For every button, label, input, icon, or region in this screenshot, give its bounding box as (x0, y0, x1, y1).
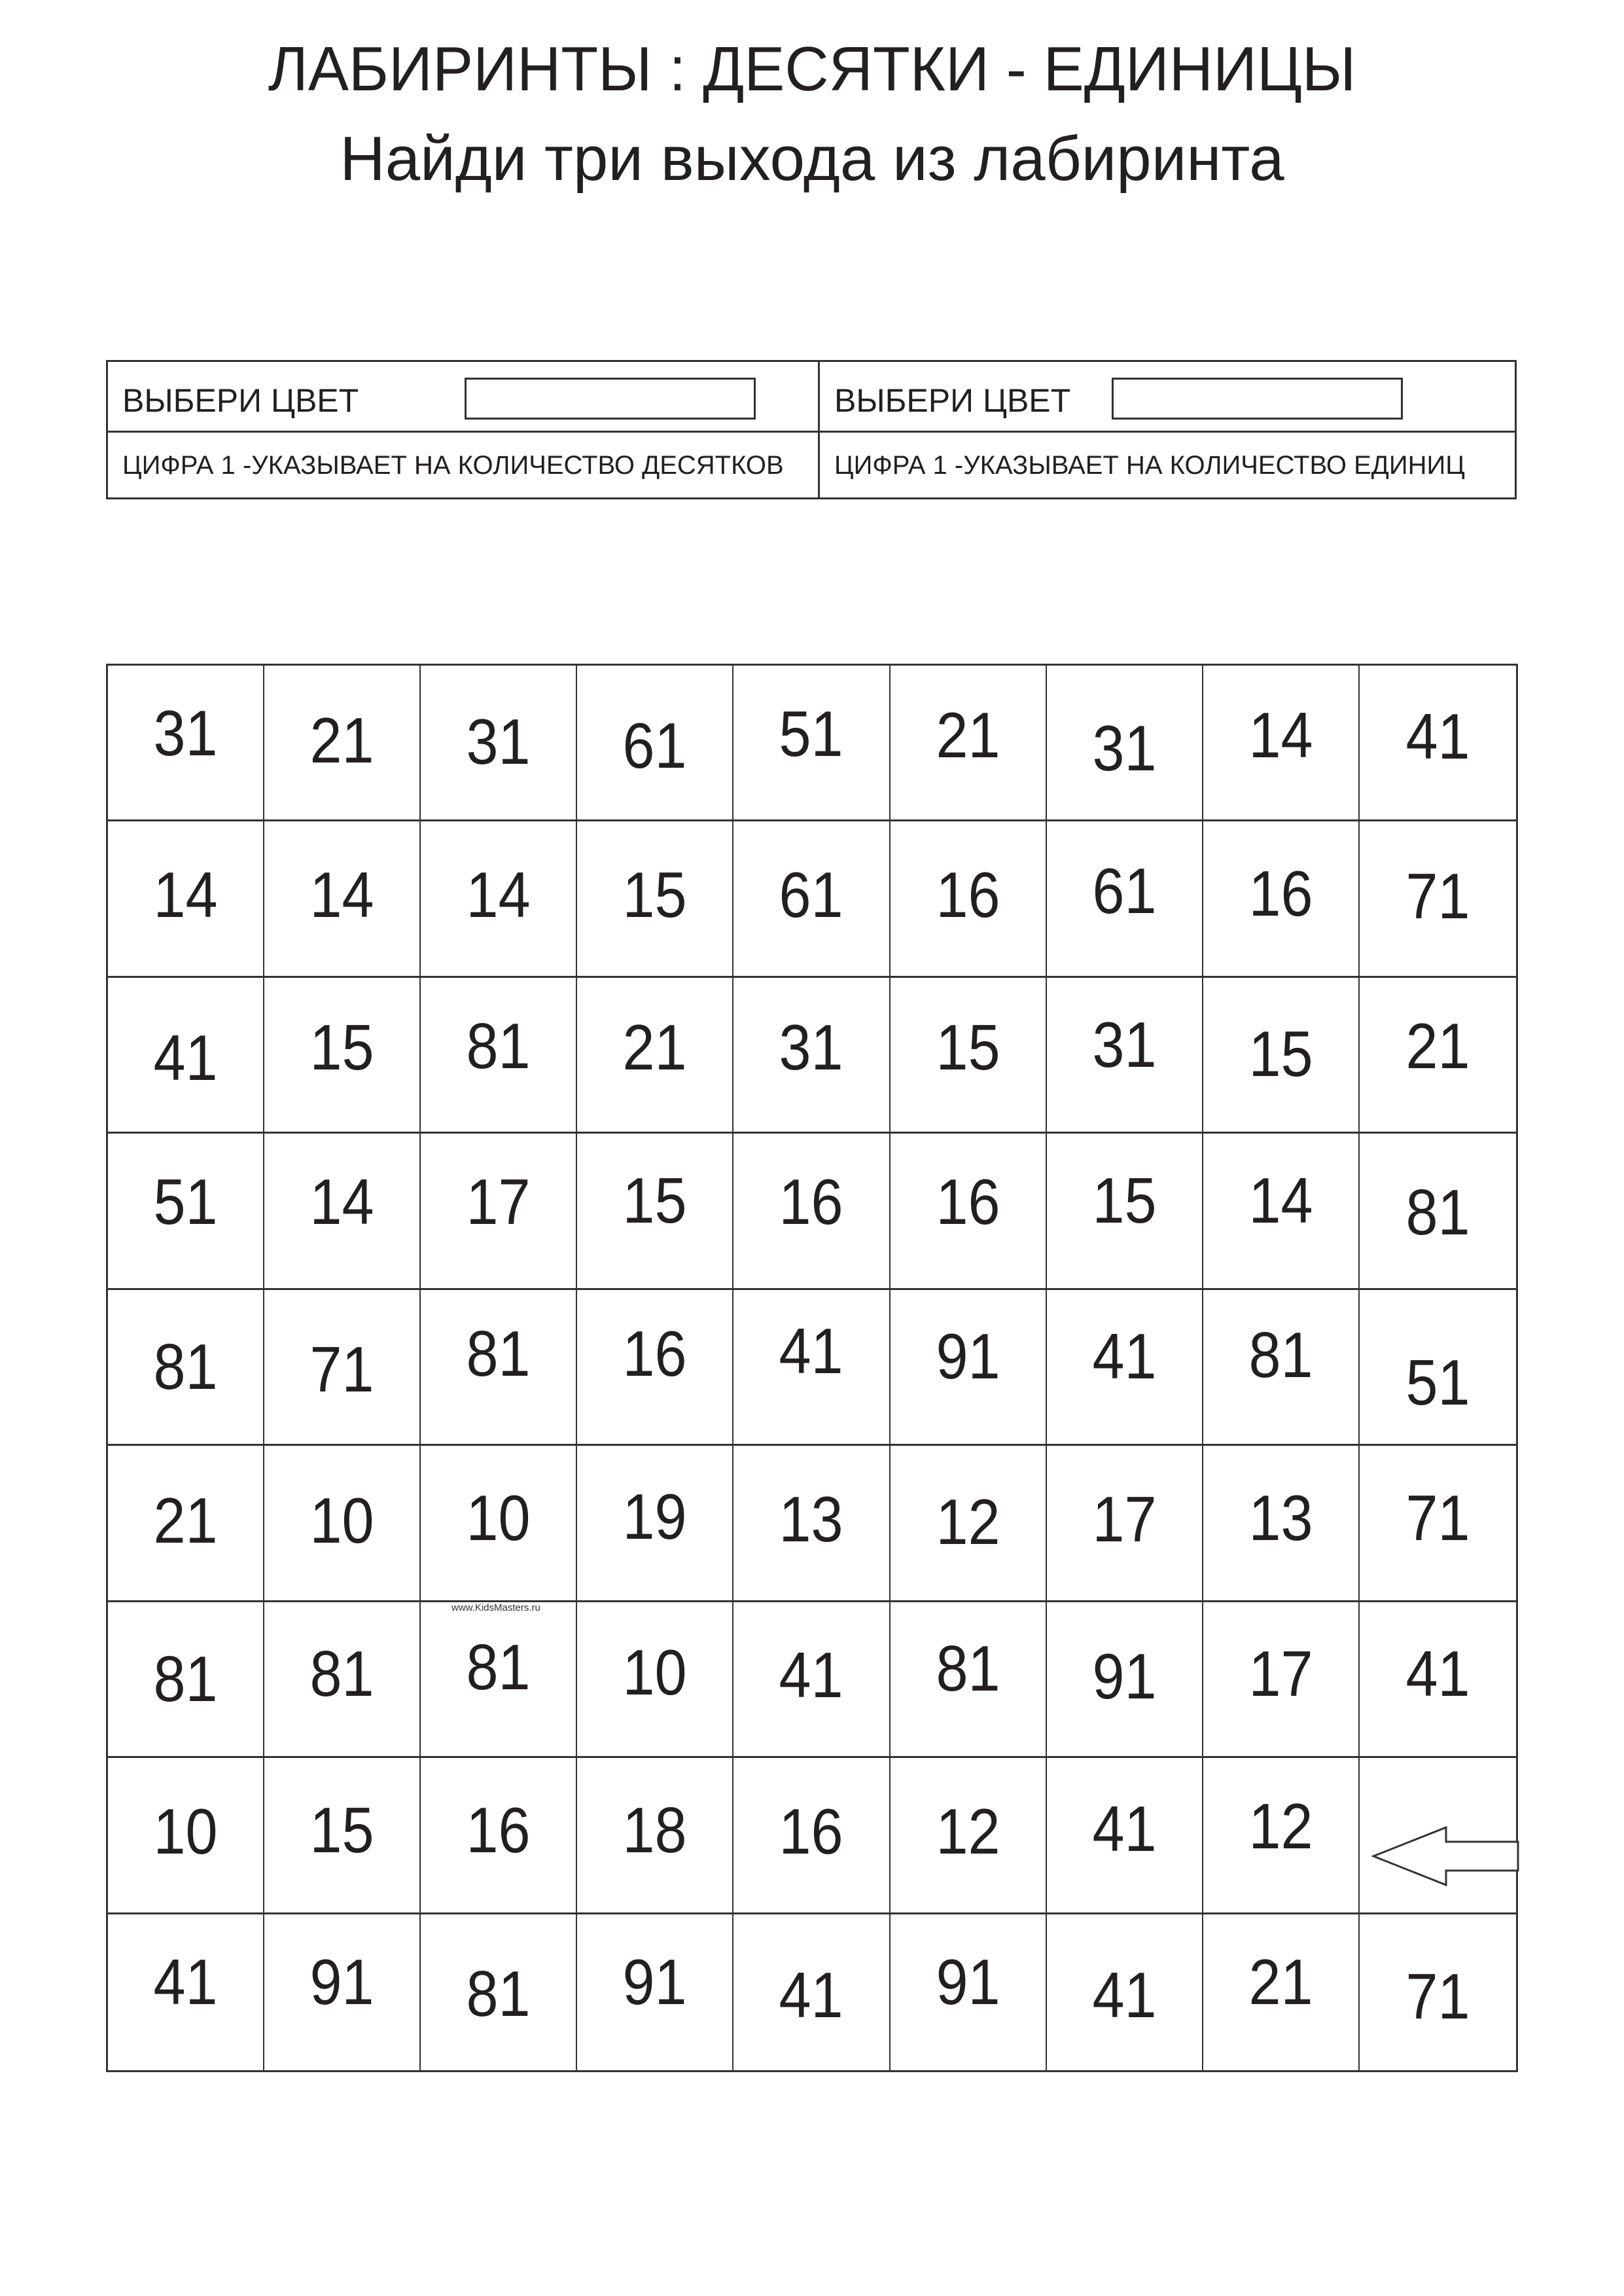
maze-cell-number: 13 (779, 1482, 844, 1555)
maze-cell[interactable] (891, 1290, 1047, 1446)
maze-cell[interactable] (421, 1914, 577, 2070)
maze-cell[interactable] (1360, 666, 1516, 821)
maze-cell[interactable] (733, 666, 890, 821)
maze-cell[interactable] (577, 1134, 733, 1289)
maze-cell[interactable] (891, 1914, 1047, 2070)
maze-cell-number: 51 (1405, 1346, 1470, 1419)
maze-cell-number: 81 (466, 1009, 531, 1082)
maze-cell[interactable] (1360, 1602, 1516, 1758)
maze-cell[interactable] (577, 1758, 733, 1914)
maze-cell-number: 13 (1248, 1481, 1313, 1554)
maze-cell[interactable] (264, 821, 421, 977)
maze-cell[interactable] (264, 1758, 421, 1914)
maze-cell-number: 16 (466, 1793, 531, 1866)
maze-cell[interactable] (577, 1602, 733, 1758)
maze-cell-number: 14 (1248, 1164, 1313, 1237)
choose-color-cell-units (818, 362, 1515, 431)
maze-cell-number: 91 (936, 1320, 1000, 1393)
maze-cell-number: 41 (1405, 1638, 1470, 1710)
maze-cell-number: 12 (936, 1795, 1000, 1867)
maze-cell-number: 10 (153, 1795, 218, 1867)
maze-cell-number: 41 (153, 1945, 218, 2018)
maze-cell-number: 61 (779, 859, 844, 931)
maze-cell-number: 21 (309, 704, 374, 776)
maze-cell-number: 15 (936, 1011, 1000, 1083)
maze-cell-number: 61 (1092, 855, 1157, 927)
maze-cell[interactable] (733, 1134, 890, 1289)
maze-cell[interactable] (1203, 1602, 1360, 1758)
maze-cell-number: 81 (309, 1638, 374, 1710)
maze-cell[interactable] (1360, 1446, 1516, 1602)
maze-cell[interactable] (108, 1914, 264, 2070)
maze-cell[interactable] (264, 978, 421, 1134)
hint-tens: ЦИФРА 1 -УКАЗЫВАЕТ НА КОЛИЧЕСТВО ДЕСЯТКОВ (122, 451, 784, 480)
maze-cell[interactable] (577, 978, 733, 1134)
maze-cell[interactable] (733, 821, 890, 977)
maze-cell-number: 81 (153, 1331, 218, 1403)
maze-cell-number: 41 (779, 1958, 844, 2031)
maze-cell-number: 81 (1405, 1176, 1470, 1249)
maze-cell-number: 41 (153, 1021, 218, 1094)
maze-cell-number: 51 (153, 1166, 218, 1238)
maze-cell-number: 10 (309, 1484, 374, 1556)
maze-cell-number: 15 (622, 1164, 687, 1237)
maze-cell-number: 14 (309, 859, 374, 931)
maze-cell-number: 41 (779, 1639, 844, 1712)
maze-cell-number: 71 (1405, 1481, 1470, 1554)
maze-cell-number: 10 (466, 1481, 531, 1554)
maze-cell[interactable] (1047, 1134, 1203, 1289)
maze-cell-number: 16 (779, 1795, 844, 1867)
maze-cell-number: 15 (1092, 1164, 1157, 1237)
maze-cell[interactable] (1203, 821, 1360, 977)
maze-cell[interactable] (891, 821, 1047, 977)
maze-cell-number: 16 (1248, 857, 1313, 930)
maze-cell-number: 31 (779, 1011, 844, 1083)
maze-cell-number: 41 (1405, 700, 1470, 772)
maze-cell[interactable] (421, 978, 577, 1134)
maze-cell-number: 15 (1248, 1017, 1313, 1090)
maze-cell[interactable] (108, 978, 264, 1134)
maze-cell[interactable] (108, 1602, 264, 1758)
maze-cell[interactable] (421, 821, 577, 977)
maze-cell[interactable] (264, 1134, 421, 1289)
maze-cell[interactable] (108, 1134, 264, 1289)
maze-cell-number: 91 (936, 1945, 1000, 2018)
maze-cell[interactable] (1047, 666, 1203, 821)
maze-cell-number: 18 (622, 1793, 687, 1866)
maze-cell-number: 21 (153, 1484, 218, 1556)
maze-cell-number: 71 (1405, 860, 1470, 933)
maze-cell-number: 81 (1248, 1319, 1313, 1391)
maze-cell-number: 19 (622, 1480, 687, 1552)
maze-cell[interactable] (264, 1914, 421, 2070)
maze-cell[interactable] (1203, 1914, 1360, 2070)
maze-cell[interactable] (1047, 821, 1203, 977)
maze-cell-number: 16 (779, 1166, 844, 1238)
maze-cell[interactable] (1203, 1290, 1360, 1446)
color-swatch-box-units[interactable] (1112, 378, 1403, 420)
maze-cell-number: 15 (309, 1011, 374, 1083)
maze-cell[interactable] (108, 821, 264, 977)
hint-cell-tens (108, 431, 818, 497)
maze-cell[interactable] (733, 1758, 890, 1914)
maze-cell-number: 81 (936, 1632, 1000, 1705)
maze-cell-number: 31 (1092, 711, 1157, 784)
maze-cell-number: 17 (1248, 1638, 1313, 1710)
maze-cell[interactable] (577, 1914, 733, 2070)
maze-cell-number: 21 (622, 1011, 687, 1083)
color-swatch-box-tens[interactable] (465, 378, 756, 420)
maze-cell-number: 91 (1092, 1640, 1157, 1713)
maze-cell[interactable] (577, 821, 733, 977)
maze-cell-number: 21 (1405, 1009, 1470, 1082)
maze-cell[interactable] (421, 1446, 577, 1602)
maze-cell-number: 41 (1092, 1792, 1157, 1865)
page-subtitle: Найди три выхода из лабиринта (340, 124, 1284, 194)
maze-cell[interactable] (264, 1602, 421, 1758)
maze-cell-number: 71 (309, 1333, 374, 1406)
maze-grid (106, 664, 1518, 2072)
maze-cell[interactable] (1047, 1602, 1203, 1758)
maze-cell[interactable] (891, 1602, 1047, 1758)
maze-cell[interactable] (1203, 978, 1360, 1134)
maze-cell-number: 16 (936, 859, 1000, 931)
maze-cell[interactable] (1047, 1914, 1203, 2070)
maze-cell-number: 14 (1248, 698, 1313, 771)
maze-cell[interactable] (421, 1290, 577, 1446)
maze-cell[interactable] (891, 978, 1047, 1134)
choose-color-cell-tens (108, 362, 818, 431)
maze-cell-number: 17 (466, 1166, 531, 1238)
maze-cell-number: 81 (466, 1631, 531, 1704)
maze-cell-number: 41 (1092, 1958, 1157, 2031)
maze-cell-number: 14 (153, 859, 218, 931)
maze-cell[interactable] (1203, 1758, 1360, 1914)
maze-cell[interactable] (733, 1290, 890, 1446)
maze-cell[interactable] (891, 1758, 1047, 1914)
maze-cell-number: 12 (936, 1485, 1000, 1558)
maze-cell[interactable] (891, 1134, 1047, 1289)
maze-cell[interactable] (421, 1602, 577, 1758)
maze-cell[interactable] (264, 1446, 421, 1602)
maze-cell-number: 81 (466, 1957, 531, 2030)
maze-cell-number: 21 (1248, 1945, 1313, 2018)
maze-cell[interactable] (733, 1446, 890, 1602)
maze-cell[interactable] (108, 1290, 264, 1446)
maze-cell[interactable] (1047, 978, 1203, 1134)
arrow-left-icon (1371, 1826, 1519, 1886)
maze-cell-number: 91 (622, 1945, 687, 2018)
maze-cell[interactable] (108, 1446, 264, 1602)
maze-cell-number: 31 (466, 705, 531, 778)
maze-cell-number: 17 (1092, 1482, 1157, 1555)
maze-cell[interactable] (733, 1602, 890, 1758)
maze-cell-number: 31 (153, 696, 218, 769)
maze-cell[interactable] (1203, 1446, 1360, 1602)
maze-cell[interactable] (264, 1290, 421, 1446)
maze-cell[interactable] (577, 1290, 733, 1446)
maze-cell-number: 21 (936, 698, 1000, 771)
maze-cell-number: 31 (1092, 1008, 1157, 1081)
maze-cell[interactable] (891, 666, 1047, 821)
maze-cell[interactable] (1203, 1134, 1360, 1289)
maze-cell[interactable] (891, 1446, 1047, 1602)
maze-cell-number: 12 (1248, 1789, 1313, 1862)
maze-cell-number: 15 (622, 859, 687, 931)
maze-cell[interactable] (1047, 1290, 1203, 1446)
maze-cell[interactable] (1360, 1134, 1516, 1289)
hint-cell-units (818, 431, 1515, 497)
maze-cell[interactable] (733, 978, 890, 1134)
maze-cell-number: 16 (622, 1318, 687, 1390)
maze-cell-number: 41 (779, 1315, 844, 1388)
maze-cell-number: 71 (1405, 1960, 1470, 2032)
maze-cell[interactable] (108, 666, 264, 821)
maze-cell-number: 41 (1092, 1320, 1157, 1393)
maze-cell[interactable] (421, 1758, 577, 1914)
maze-cell-number: 81 (466, 1318, 531, 1390)
instruction-table (106, 360, 1517, 499)
hint-units: ЦИФРА 1 -УКАЗЫВАЕТ НА КОЛИЧЕСТВО ЕДИНИЦ (834, 451, 1465, 480)
maze-cell[interactable] (1047, 1446, 1203, 1602)
maze-cell[interactable] (577, 1446, 733, 1602)
maze-cell[interactable] (421, 1134, 577, 1289)
maze-cell[interactable] (1047, 1758, 1203, 1914)
maze-cell[interactable] (264, 666, 421, 821)
page-title: ЛАБИРИНТЫ : ДЕСЯТКИ - ЕДИНИЦЫ (268, 34, 1356, 104)
maze-cell[interactable] (733, 1914, 890, 2070)
maze-cell-number: 61 (622, 709, 687, 781)
maze-cell-number: 14 (309, 1166, 374, 1238)
maze-cell-number: 51 (779, 697, 844, 770)
maze-cell-number: 16 (936, 1166, 1000, 1238)
maze-cell-number: 10 (622, 1636, 687, 1709)
maze-cell-number: 81 (153, 1643, 218, 1715)
maze-cell[interactable] (1360, 1914, 1516, 2070)
maze-cell-number: 14 (466, 859, 531, 931)
maze-cell-number: 15 (309, 1793, 374, 1866)
maze-cell[interactable] (1360, 1290, 1516, 1446)
maze-cell[interactable] (108, 1758, 264, 1914)
maze-cell[interactable] (1203, 666, 1360, 821)
maze-cell[interactable] (1360, 821, 1516, 977)
maze-cell-number: 91 (309, 1945, 374, 2018)
maze-cell[interactable] (577, 666, 733, 821)
choose-color-label: ВЫБЕРИ ЦВЕТ (834, 382, 1071, 419)
choose-color-label: ВЫБЕРИ ЦВЕТ (122, 382, 359, 419)
maze-cell[interactable] (421, 666, 577, 821)
maze-cell[interactable] (1360, 978, 1516, 1134)
watermark: www.KidsMasters.ru (451, 1602, 540, 1613)
